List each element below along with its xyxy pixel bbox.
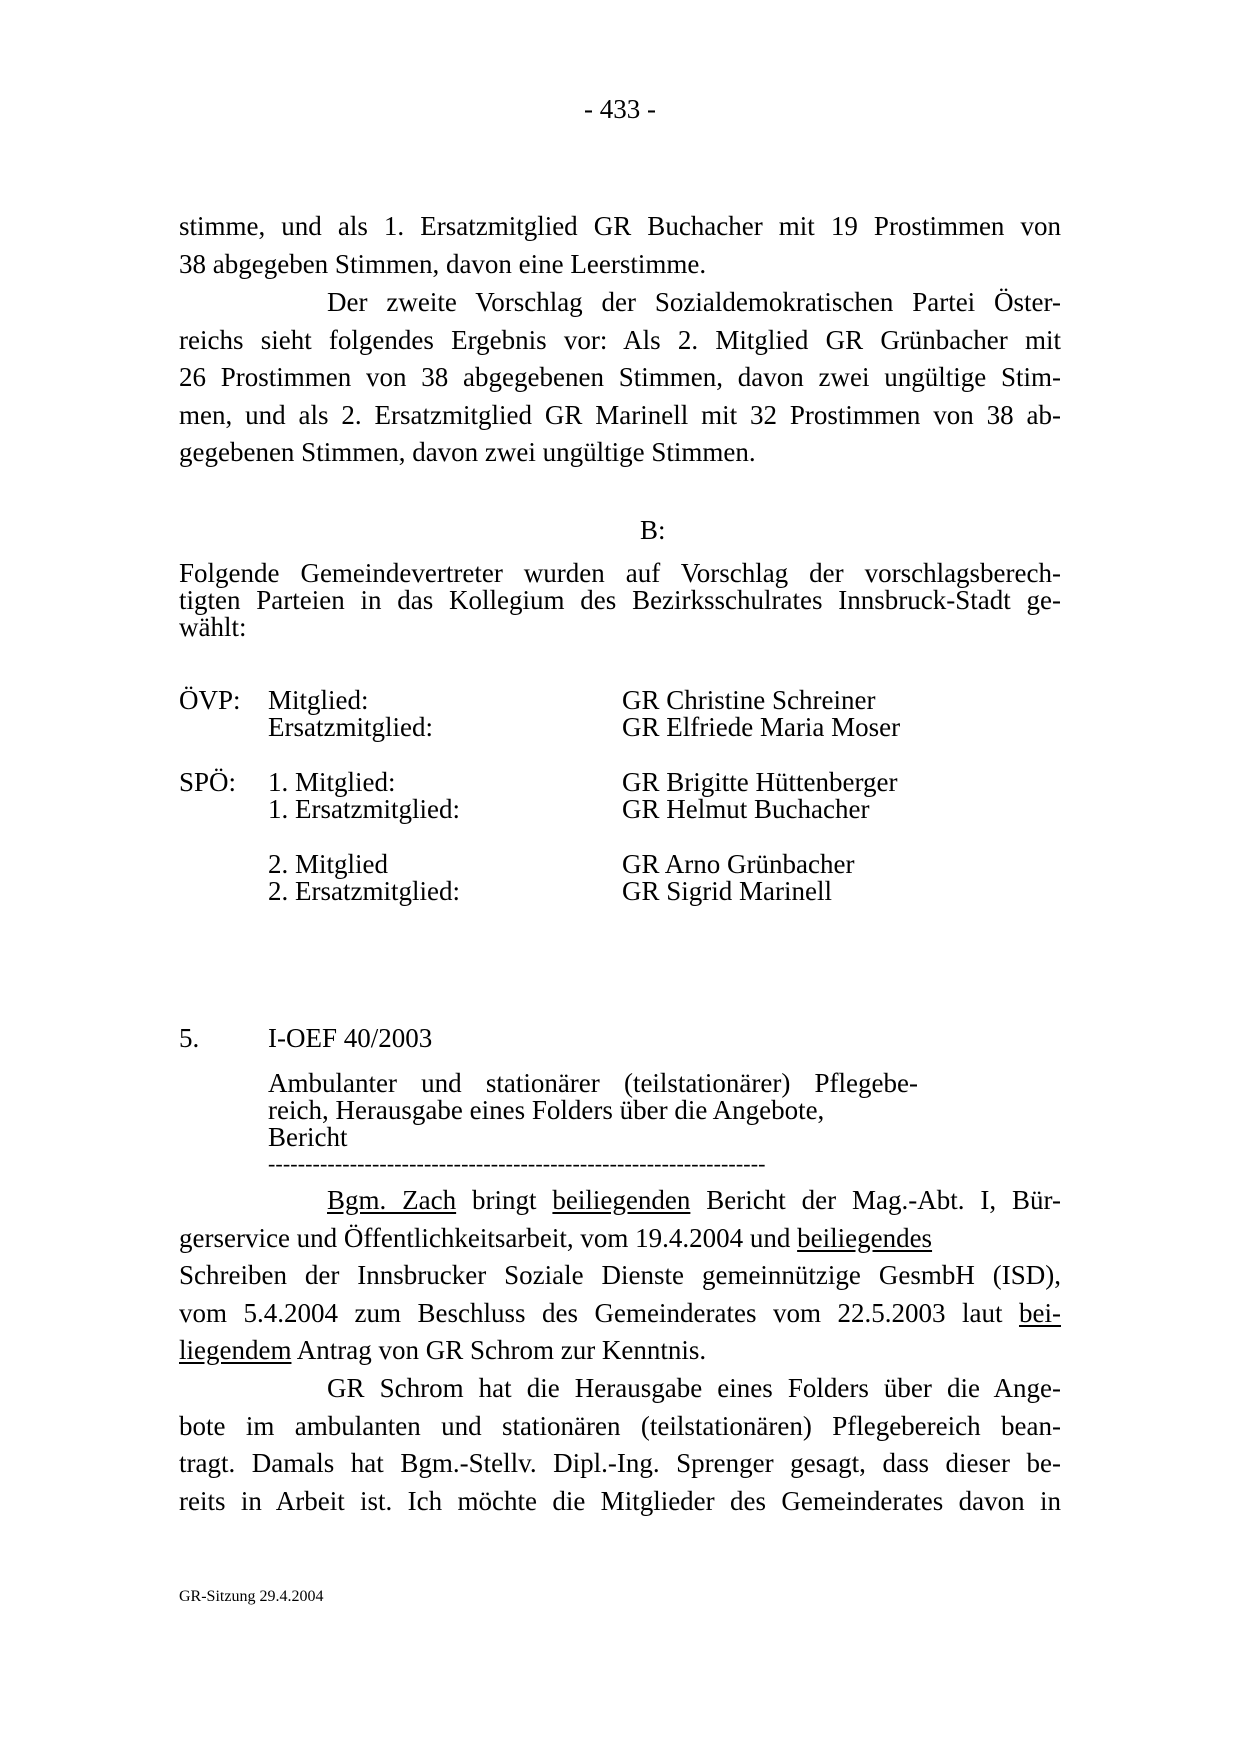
text-line: wählt: (179, 612, 247, 642)
text-line: Bericht (268, 1122, 348, 1152)
member-role: 2. Mitglied (268, 849, 388, 879)
text-line (179, 1332, 1061, 1370)
section-b-intro (179, 560, 1061, 641)
text-line: Der zweite Vorschlag der Sozialdemokratischen Partei Öster- (327, 287, 1061, 317)
member-role: 2. Ersatzmitglied: (268, 876, 460, 906)
text-span: Antrag von GR Schrom zur Kenntnis. (291, 1335, 707, 1365)
party-oevp: ÖVP: (179, 685, 241, 715)
member-name: GR Elfriede Maria Moser (622, 712, 901, 742)
text-line: 26 Prostimmen von 38 abgegebenen Stimmen, davon zwei ungültige Stim- (179, 362, 1061, 392)
paragraph-4 (179, 1370, 1061, 1520)
underlined-text: Bgm. Zach (327, 1185, 457, 1215)
member-role: Ersatzmitglied: (268, 712, 433, 742)
member-role: 1. Mitglied: (268, 767, 396, 797)
text-line (179, 1220, 1061, 1258)
underlined-text: bei- (1019, 1297, 1061, 1328)
text-span: vom 5.4.2004 zum Beschluss des Gemeinderates vom 22.5.2003 laut (179, 1297, 1020, 1328)
text-line: Schreiben der Innsbrucker Soziale Dienste gemeinnützige GesmbH (ISD), (179, 1260, 1061, 1290)
paragraph-3 (179, 1182, 1061, 1370)
text-span: Bericht der Mag.-Abt. I, Bür- (690, 1185, 1061, 1215)
text-line: GR Schrom hat die Herausgabe eines Folders über die Ange- (327, 1373, 1061, 1403)
member-name: GR Arno Grünbacher (622, 849, 855, 879)
text-line (179, 1295, 1061, 1333)
text-line: tragt. Damals hat Bgm.-Stellv. Dipl.-Ing. Sprenger gesagt, dass dieser be- (179, 1448, 1061, 1478)
paragraph-2 (179, 284, 1061, 472)
member-name: GR Sigrid Marinell (622, 876, 832, 906)
text-line: men, und als 2. Ersatzmitglied GR Marinell mit 32 Prostimmen von 38 ab- (179, 399, 1061, 430)
member-name: GR Helmut Buchacher (622, 794, 870, 824)
text-line: Folgende Gemeindevertreter wurden auf Vorschlag der vorschlagsberech- (179, 558, 1061, 588)
member-role: 1. Ersatzmitglied: (268, 794, 460, 824)
member-name: GR Brigitte Hüttenberger (622, 767, 898, 797)
text-span: gerservice und Öffentlichkeitsarbeit, vom 19.4.2004 und (179, 1222, 798, 1253)
member-role: Mitglied: (268, 685, 369, 715)
text-line: Ambulanter und stationärer (teilstationärer) Pflegebe- (268, 1068, 918, 1098)
text-line: reich, Herausgabe eines Folders über die Angebote, (268, 1095, 825, 1125)
member-name: GR Christine Schreiner (622, 685, 876, 715)
text-line: bote im ambulanten und stationären (teilstationären) Pflegebereich bean- (179, 1410, 1061, 1441)
underlined-text: liegendem (179, 1335, 292, 1365)
underlined-text: beiliegendes (797, 1222, 933, 1253)
text-line: tigten Parteien in das Kollegium des Bezirksschulrates Innsbruck-Stadt ge- (179, 585, 1061, 615)
item-title (268, 1070, 918, 1151)
footer-session-date: GR-Sitzung 29.4.2004 (179, 1588, 324, 1605)
section-b-heading: B: (640, 515, 666, 545)
text-line: gegebenen Stimmen, davon zwei ungültige Stimmen. (179, 437, 756, 467)
item-reference: I-OEF 40/2003 (268, 1023, 433, 1053)
item-number: 5. (179, 1023, 200, 1053)
text-line: reits in Arbeit ist. Ich möchte die Mitglieder des Gemeinderates davon in (179, 1485, 1061, 1516)
text-line: stimme, und als 1. Ersatzmitglied GR Buchacher mit 19 Prostimmen von (179, 211, 1061, 241)
separator-dashes: ------------------------------------------------------------------- (268, 1151, 766, 1176)
text-line: reichs sieht folgendes Ergebnis vor: Als 2. Mitglied GR Grünbacher mit (179, 324, 1061, 355)
text-line (327, 1182, 1061, 1220)
text-line: 38 abgegeben Stimmen, davon eine Leerstimme. (179, 248, 707, 279)
page-number: - 433 - (584, 94, 656, 124)
paragraph-1 (179, 208, 1061, 283)
text-span: bringt (456, 1185, 553, 1215)
party-spoe: SPÖ: (179, 767, 237, 797)
underlined-text: beiliegenden (552, 1185, 691, 1215)
